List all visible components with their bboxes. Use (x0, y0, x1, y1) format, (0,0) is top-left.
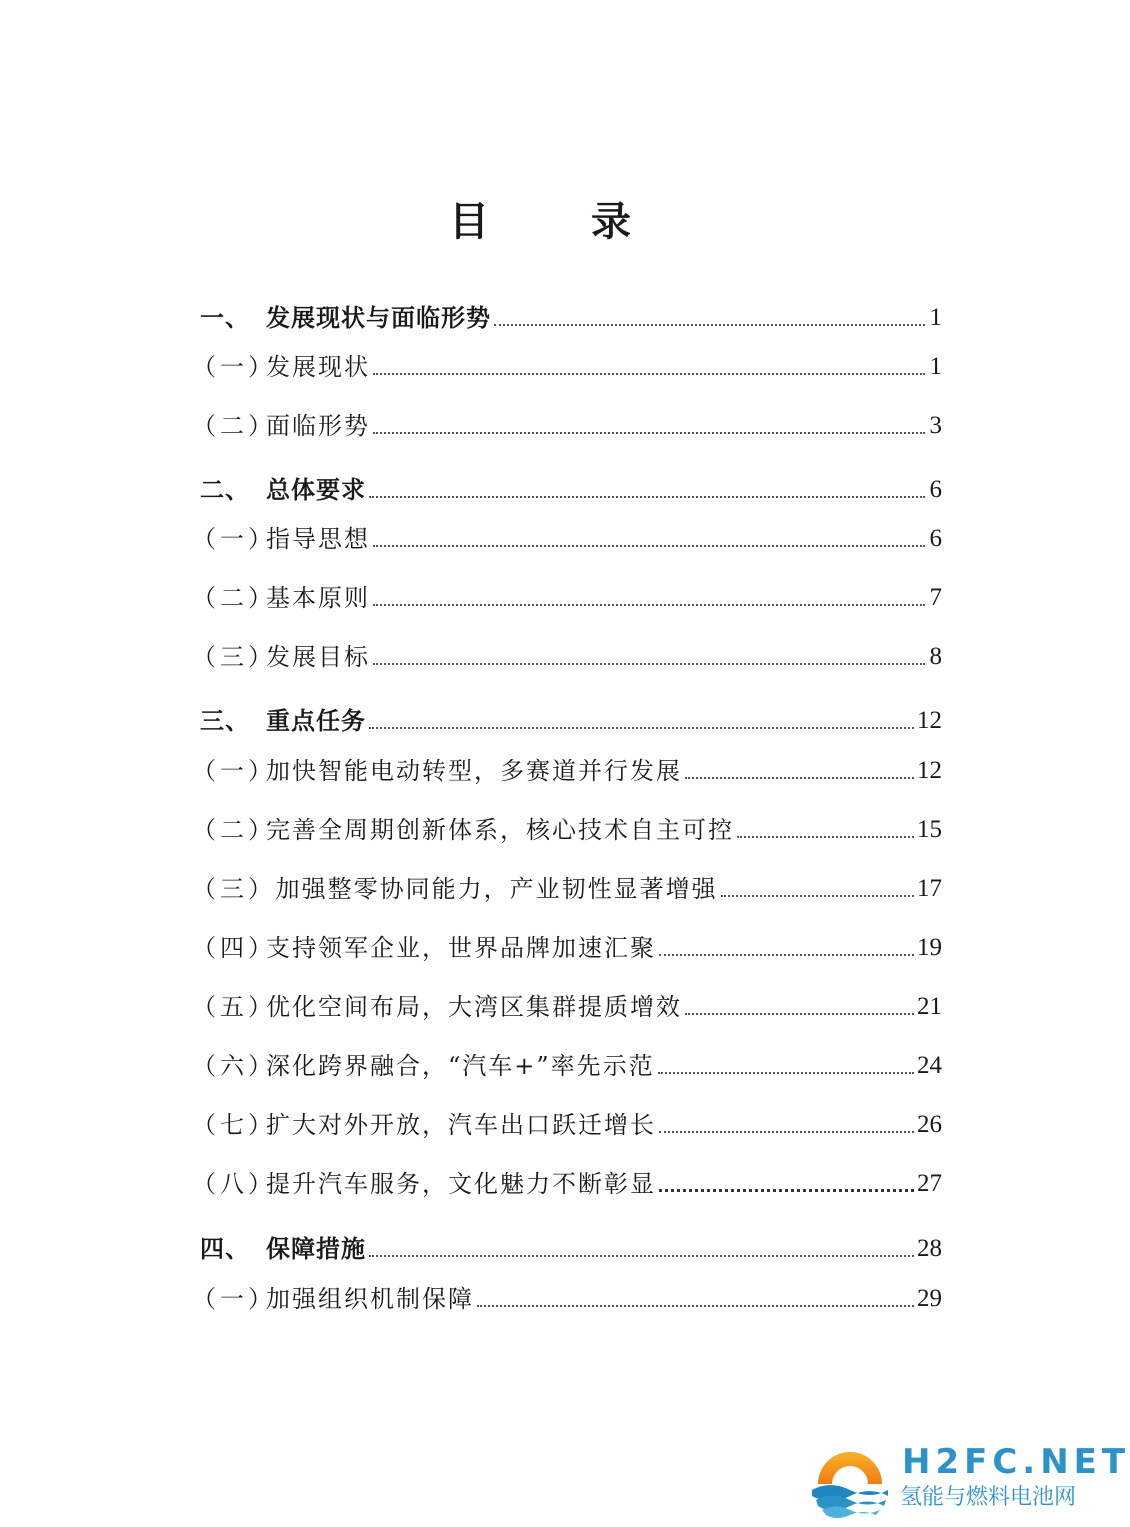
toc-dot-leader (369, 1255, 914, 1257)
toc-entry[interactable] (192, 469, 942, 507)
wave-logo-icon (808, 1440, 892, 1520)
toc-entry-number: （二） (192, 816, 276, 844)
toc-entry-title: 加快智能电动转型，多赛道并行发展 (266, 757, 682, 785)
toc-entry-label (192, 931, 656, 965)
toc-dot-leader (373, 373, 925, 375)
toc-entry-title: 发展目标 (266, 643, 370, 671)
toc-entry-label (192, 301, 491, 335)
toc-page-number: 7 (929, 584, 942, 611)
toc-entry[interactable] (192, 297, 942, 335)
toc-entry-title: 优化空间布局，大湾区集群提质增效 (266, 993, 682, 1021)
toc-page-number: 28 (917, 1235, 942, 1262)
toc-entry[interactable] (192, 868, 942, 906)
toc-entry-number: 三、 (200, 707, 250, 735)
toc-entry-label (192, 1167, 656, 1201)
toc-entry[interactable] (192, 636, 942, 674)
toc-entry-label (192, 704, 366, 738)
toc-page-number: 3 (929, 412, 942, 439)
toc-entry[interactable] (192, 986, 942, 1024)
toc-page-number: 17 (917, 875, 942, 902)
toc-entry-label (192, 522, 370, 556)
toc-entry-number: （六） (192, 1052, 276, 1080)
toc-entry-label (192, 409, 370, 443)
toc-entry-title: 发展现状与面临形势 (266, 304, 491, 332)
toc-entry-number: （二） (192, 584, 276, 612)
toc-entry-number: （八） (192, 1170, 276, 1198)
toc-entry-label (192, 1049, 655, 1083)
toc-entry-label (192, 350, 370, 384)
toc-entry[interactable] (192, 750, 942, 788)
toc-entry[interactable] (192, 577, 942, 615)
toc-dot-leader (494, 324, 925, 326)
toc-entry-title: 深化跨界融合，“汽车+”率先示范 (266, 1052, 655, 1080)
toc-entry[interactable] (192, 1278, 942, 1316)
watermark-text-cn: 氢能与燃料电池网 (900, 1485, 1077, 1510)
toc-entry[interactable] (192, 700, 942, 738)
toc-dot-leader (373, 545, 925, 547)
toc-entry-number: （一） (192, 353, 276, 381)
toc-entry-label (192, 581, 370, 615)
toc-entry-title: 指导思想 (266, 525, 370, 553)
watermark-text-en: H2FC.NET (902, 1442, 1130, 1482)
toc-entry-label (192, 640, 370, 674)
toc-entry[interactable] (192, 1228, 942, 1266)
toc-entry-title: 基本原则 (266, 584, 370, 612)
toc-entry-number: （五） (192, 993, 276, 1021)
toc-entry-title: 总体要求 (266, 476, 366, 504)
watermark-logo (808, 1440, 1130, 1520)
toc-page-number: 15 (917, 816, 942, 843)
toc-dot-leader (373, 663, 925, 665)
toc-entry[interactable] (192, 1163, 942, 1201)
toc-entry[interactable] (192, 1104, 942, 1142)
toc-entry[interactable] (192, 518, 942, 556)
toc-page-number: 1 (929, 353, 942, 380)
toc-dot-leader (373, 432, 925, 434)
toc-entry-number: 四、 (200, 1235, 250, 1263)
toc-entry[interactable] (192, 809, 942, 847)
toc-dot-leader (369, 496, 925, 498)
toc-entry-number: （一） (192, 757, 276, 785)
toc-page-number: 8 (929, 643, 942, 670)
toc-entry-number: （一） (192, 525, 276, 553)
toc-dot-leader (658, 1072, 914, 1074)
toc-entry-title: 保障措施 (266, 1235, 366, 1263)
toc-dot-leader (659, 1131, 914, 1133)
toc-dot-leader (477, 1305, 914, 1307)
toc-entry[interactable] (192, 405, 942, 443)
toc-page-number: 6 (929, 476, 942, 503)
toc-dot-leader (721, 895, 914, 897)
toc-entry-number: （三） (192, 875, 276, 903)
toc-entry-title: 支持领军企业，世界品牌加速汇聚 (266, 934, 656, 962)
toc-entry-title: 加强组织机制保障 (266, 1285, 474, 1313)
toc-dot-leader (737, 836, 914, 838)
toc-page-number: 12 (917, 757, 942, 784)
toc-entry-title: 面临形势 (266, 412, 370, 440)
toc-entry-title: 扩大对外开放，汽车出口跃迁增长 (266, 1111, 656, 1139)
toc-entry[interactable] (192, 346, 942, 384)
toc-page-number: 27 (917, 1170, 942, 1197)
toc-page-number: 29 (917, 1285, 942, 1312)
toc-dot-leader (659, 1189, 914, 1192)
toc-entry[interactable] (192, 927, 942, 965)
toc-entry-title: 完善全周期创新体系，核心技术自主可控 (266, 816, 734, 844)
toc-dot-leader (369, 727, 914, 729)
toc-entry-number: （二） (192, 412, 276, 440)
toc-page-number: 26 (917, 1111, 942, 1138)
toc-entry[interactable] (192, 1045, 942, 1083)
toc-page-number: 21 (917, 993, 942, 1020)
toc-entry-label (192, 473, 366, 507)
toc-entry-label (192, 1282, 474, 1316)
toc-page-number: 12 (917, 707, 942, 734)
toc-entry-number: 一、 (200, 304, 250, 332)
toc-dot-leader (685, 1013, 914, 1015)
toc-entry-label (192, 1232, 366, 1266)
toc-entry-title: 加强整零协同能力，产业韧性显著增强 (266, 875, 718, 903)
toc-entry-title: 发展现状 (266, 353, 370, 381)
toc-entry-title: 重点任务 (266, 707, 366, 735)
toc-page-number: 6 (929, 525, 942, 552)
toc-page-number: 1 (929, 304, 942, 331)
toc-entry-label (192, 872, 718, 906)
toc-dot-leader (373, 604, 925, 606)
toc-entry-label (192, 813, 734, 847)
toc-page-number: 19 (917, 934, 942, 961)
page-title: 目 录 (449, 199, 675, 245)
toc-entry-number: （七） (192, 1111, 276, 1139)
toc-entry-number: （一） (192, 1285, 276, 1313)
toc-entry-title: 提升汽车服务，文化魅力不断彰显 (266, 1170, 656, 1198)
toc-entry-number: 二、 (200, 476, 250, 504)
toc-entry-label (192, 1108, 656, 1142)
toc-entry-label (192, 754, 682, 788)
toc-entry-number: （四） (192, 934, 276, 962)
toc-page-number: 24 (917, 1052, 942, 1079)
toc-dot-leader (685, 777, 914, 779)
toc-entry-number: （三） (192, 643, 276, 671)
toc-dot-leader (659, 954, 914, 956)
toc-entry-label (192, 990, 682, 1024)
